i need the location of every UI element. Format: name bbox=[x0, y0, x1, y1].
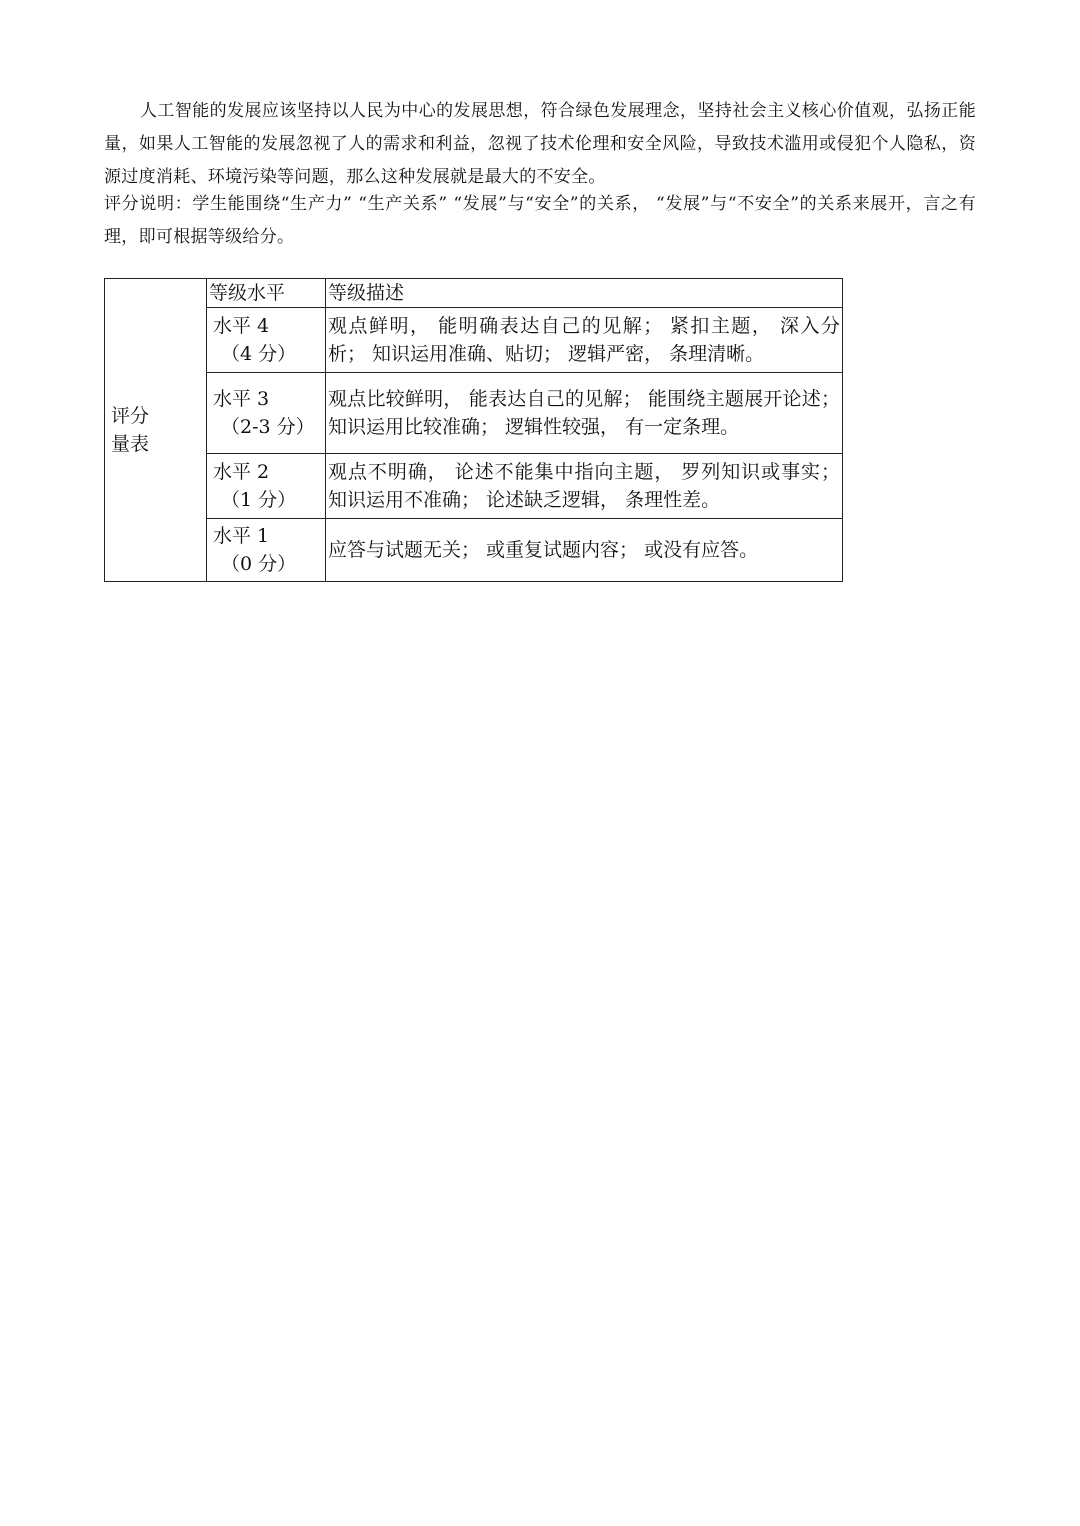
header-desc: 等级描述 bbox=[326, 279, 843, 308]
level-description: 应答与试题无关； 或重复试题内容； 或没有应答。 bbox=[326, 519, 843, 582]
table-header-row bbox=[105, 279, 843, 308]
level-description: 观点鲜明， 能明确表达自己的见解； 紧扣主题， 深入分析； 知识运用准确、贴切； 逻辑严密， 条理清晰。 bbox=[326, 308, 843, 373]
level-cell bbox=[207, 519, 326, 582]
level-name: 水平 2 bbox=[213, 461, 270, 483]
level-score: （1 分） bbox=[221, 489, 297, 511]
answer-paragraph: 人工智能的发展应该坚持以人民为中心的发展思想，符合绿色发展理念，坚持社会主义核心价值观，弘扬正能量，如果人工智能的发展忽视了人的需求和利益，忽视了技术伦理和安全风险，导致技术滥用或侵犯个人隐私，资源过度消耗、环境污染等问题，那么这种发展就是最大的不安全。 bbox=[104, 101, 976, 187]
level-cell bbox=[207, 454, 326, 519]
rubric-label-line2: 量表 bbox=[111, 433, 150, 455]
level-name: 水平 3 bbox=[213, 388, 270, 410]
table-row bbox=[105, 519, 843, 582]
table-row bbox=[105, 454, 843, 519]
table-row bbox=[105, 308, 843, 373]
rubric-label-line1: 评分 bbox=[111, 405, 150, 427]
level-name: 水平 1 bbox=[213, 525, 270, 547]
level-cell bbox=[207, 373, 326, 454]
header-level: 等级水平 bbox=[207, 279, 326, 308]
scoring-note-paragraph: 评分说明：学生能围绕“生产力” “生产关系” “发展”与“安全”的关系， “发展”与“不安全”的关系来展开，言之有理，即可根据等级给分。 bbox=[104, 194, 976, 247]
level-description: 观点比较鲜明， 能表达自己的见解； 能围绕主题展开论述； 知识运用比较准确； 逻辑性较强， 有一定条理。 bbox=[326, 373, 843, 454]
level-cell bbox=[207, 308, 326, 373]
rubric-label-cell bbox=[105, 279, 207, 582]
level-score: （4 分） bbox=[221, 343, 297, 365]
level-score: （0 分） bbox=[221, 553, 297, 575]
scoring-rubric-table bbox=[104, 278, 843, 582]
level-name: 水平 4 bbox=[213, 315, 270, 337]
level-description: 观点不明确， 论述不能集中指向主题， 罗列知识或事实； 知识运用不准确； 论述缺乏逻辑， 条理性差。 bbox=[326, 454, 843, 519]
level-score: （2-3 分） bbox=[221, 416, 315, 438]
table-row bbox=[105, 373, 843, 454]
